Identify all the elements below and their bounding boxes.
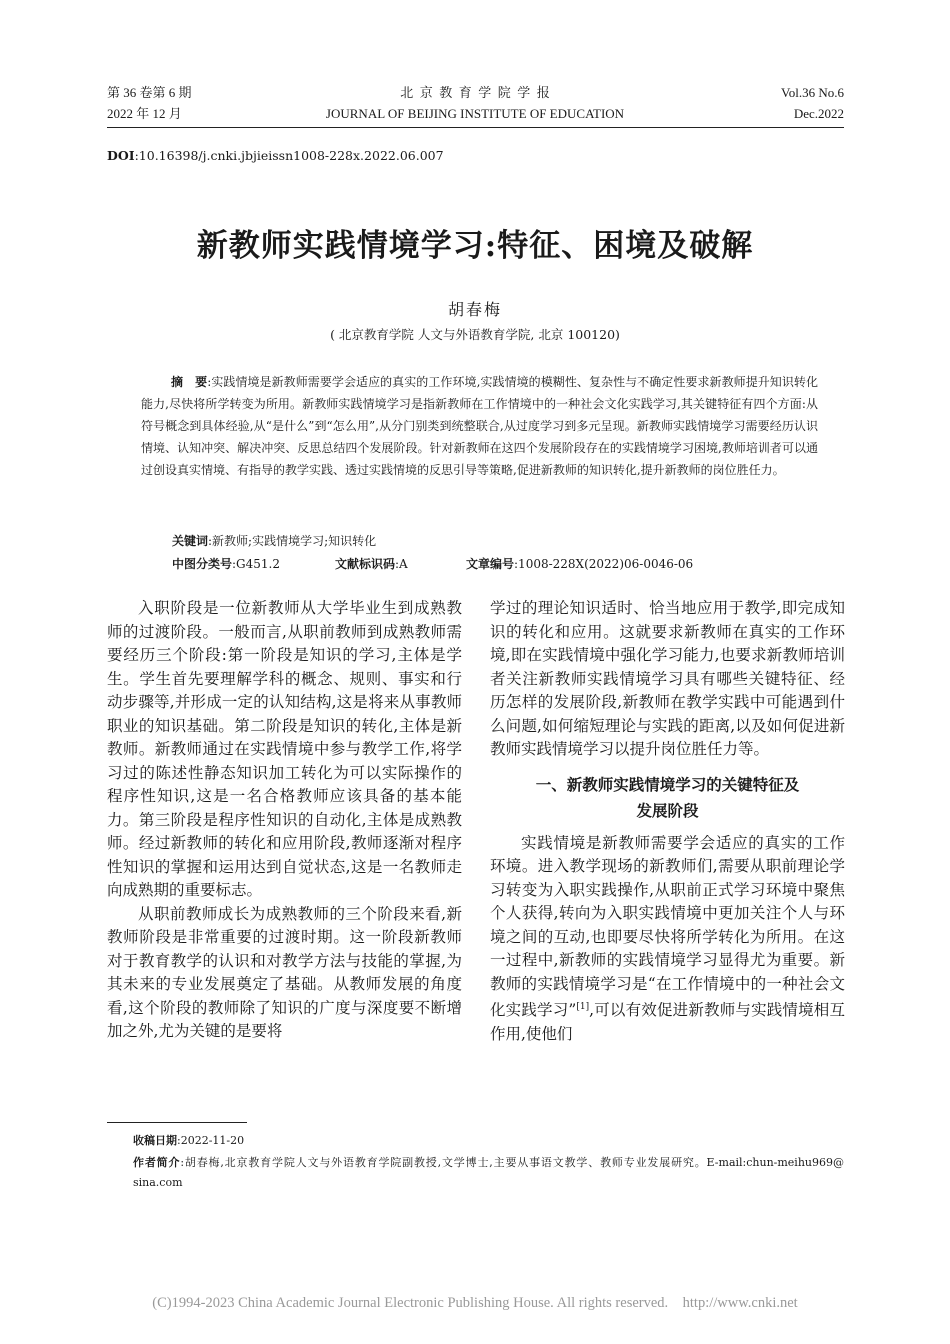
body-paragraph: 从职前教师成长为成熟教师的三个阶段来看,新教师阶段是非常重要的过渡时期。这一阶段新教师对于教育教学的认识和对教学方法与技能的掌握,为其未来的专业发展奠定了基础。从教师发展的角度看,这个阶段的教师除了知识的广度与深度要不断增加之外,尤为关键的是要将 bbox=[107, 904, 462, 1040]
clc-number bbox=[172, 554, 280, 574]
author-bio-label: 作者简介 bbox=[133, 1156, 181, 1169]
article-number bbox=[466, 554, 693, 574]
header-rule bbox=[107, 127, 844, 128]
header-journal-name-cn: 北 京 教 育 学 院 学 报 bbox=[400, 85, 550, 100]
keywords-text: :新教师;实践情境学习;知识转化 bbox=[208, 534, 377, 548]
abstract-text: :实践情境是新教师需要学会适应的真实的工作环境,实践情境的模糊性、复杂性与不确定性要求新教师提升知识转化能力,尽快将所学转变为所用。新教师实践情境学习是指新教师在工作情境中的一种社会文化实践学习,其关键特征有四个方面:从符号概念到具体经验,从“是什么”到“怎么用”,从分门别类到统整联合,从过度学习到多元呈现。新教师实践情境学习需要经历认识情境、认知冲突、解决冲突、反思总结四个发展阶段。针对新教师在这四个发展阶段存在的实践情境学习困境,教师培训者可以通过创设真实情境、有指导的教学实践、透过实践情境的反思引导等策略,促进新教师的知识转化,提升新教师的岗位胜任力。 bbox=[141, 375, 818, 477]
header-date: 2022 年 12 月 bbox=[107, 106, 182, 121]
footnote-rule bbox=[107, 1122, 247, 1123]
author-affiliation: ( 北京教育学院 人文与外语教育学院, 北京 100120) bbox=[330, 327, 620, 342]
author-bio bbox=[133, 1153, 844, 1193]
doc-code-label: 文献标识码 bbox=[335, 557, 396, 571]
citation-ref[interactable]: [1] bbox=[576, 1002, 590, 1012]
article-number-value: :1008-228X(2022)06-0046-06 bbox=[514, 557, 694, 571]
section-heading bbox=[490, 772, 845, 824]
body-paragraph bbox=[490, 832, 845, 1047]
header-vol-en: Vol.36 No.6 bbox=[781, 85, 844, 100]
author-bio-text: :胡春梅,北京教育学院人文与外语教育学院副教授,文学博士,主要从事语文教学、教师专业发展研究。E-mail:chun-meihu969@ sina.com bbox=[133, 1156, 844, 1189]
received-label: 收稿日期 bbox=[133, 1134, 177, 1147]
doi-value: :10.16398/j.cnki.jbjieissn1008-228x.2022.06.007 bbox=[134, 148, 444, 163]
received-date bbox=[133, 1131, 244, 1151]
body-right-column bbox=[490, 597, 845, 1046]
keywords-label: 关键词 bbox=[172, 534, 209, 548]
body-left-column bbox=[107, 597, 462, 1044]
clc-value: :G451.2 bbox=[232, 557, 280, 571]
received-value: :2022-11-20 bbox=[177, 1134, 245, 1147]
section-heading-line2: 发展阶段 bbox=[636, 801, 699, 820]
body-paragraph: 学过的理论知识适时、恰当地应用于教学,即完成知识的转化和应用。这就要求新教师在真实的工作环境,即在实践情境中强化学习能力,也要求新教师培训者关注新教师实践情境学习具有哪些关键特征、经历怎样的发展阶段,新教师在教学实践中可能遇到什么问题,如何缩短理论与实践的距离,以及如何促进新教师实践情境学习以提升岗位胜任力等。 bbox=[490, 599, 845, 758]
cnki-copyright: (C)1994-2023 China Academic Journal Electronic Publishing House. All rights reserved. http://www.cnki.net bbox=[152, 1295, 798, 1311]
keywords bbox=[172, 531, 376, 551]
header-journal-name-en: JOURNAL OF BEIJING INSTITUTE OF EDUCATION bbox=[325, 106, 625, 121]
doc-code-value: :A bbox=[395, 557, 408, 571]
header-volume-issue: 第 36 卷第 6 期 bbox=[107, 85, 192, 100]
abstract bbox=[141, 371, 818, 481]
author-name: 胡春梅 bbox=[447, 300, 502, 319]
paper-title: 新教师实践情境学习:特征、困境及破解 bbox=[196, 228, 754, 264]
header-date-en: Dec.2022 bbox=[793, 106, 844, 121]
article-number-label: 文章编号 bbox=[466, 557, 515, 571]
doi bbox=[107, 148, 444, 163]
clc-label: 中图分类号 bbox=[172, 557, 233, 571]
body-text: 实践情境是新教师需要学会适应的真实的工作环境。进入教学现场的新教师们,需要从职前理论学习转变为入职实践操作,从职前正式学习环境中聚焦个人获得,转向为入职实践情境中更加关注个人与环境之间的互动,也即要尽快将所学转化为所用。在这一过程中,新教师的实践情境学习显得尤为重要。新教师的实践情境学习是“在工作情境中的一种社会文化实践学习” bbox=[490, 833, 845, 1020]
abstract-label: 摘 要 bbox=[171, 375, 208, 389]
section-heading-line1: 一、新教师实践情境学习的关键特征及 bbox=[535, 775, 800, 794]
document-code bbox=[335, 554, 408, 574]
body-text: ,可以有效促进新教师与实践情境相互作用,使他们 bbox=[490, 1001, 845, 1043]
body-paragraph: 入职阶段是一位新教师从大学毕业生到成熟教师的过渡阶段。一般而言,从职前教师到成熟教师需要经历三个阶段:第一阶段是知识的学习,主体是学生。学生首先要理解学科的概念、规则、事实和行动步骤等,并形成一定的认知结构,这是将来从事教师职业的知识基础。第二阶段是知识的转化,主体是新教师。新教师通过在实践情境中参与教学工作,将学习过的陈述性静态知识加工转化为可以实际操作的程序性知识,这是一名合格教师应该具备的基本能力。第三阶段是程序性知识的自动化,主体是成熟教师。经过新教师的转化和应用阶段,教师逐渐对程序性知识的掌握和运用达到自觉状态,这是一名教师走向成熟期的重要标志。 bbox=[107, 599, 462, 899]
doi-label: DOI bbox=[107, 148, 135, 163]
